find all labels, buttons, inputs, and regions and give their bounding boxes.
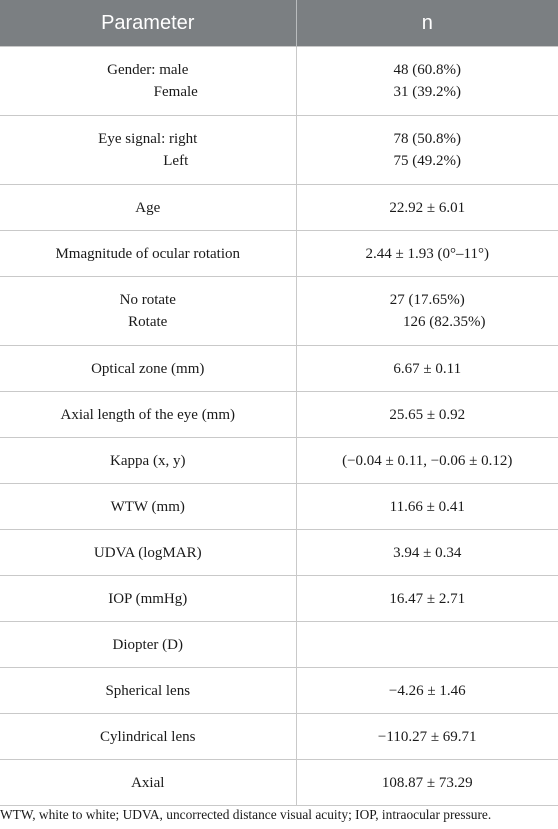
value-line: 31 (39.2%) bbox=[393, 84, 461, 100]
param-cell: WTW (mm) bbox=[0, 484, 296, 530]
param-cell bbox=[0, 47, 296, 116]
param-cell: Kappa (x, y) bbox=[0, 438, 296, 484]
header-row bbox=[0, 0, 558, 47]
param-cell: Optical zone (mm) bbox=[0, 346, 296, 392]
value-cell bbox=[296, 277, 558, 346]
value-cell: −4.26 ± 1.46 bbox=[296, 668, 558, 714]
value-cell: 108.87 ± 73.29 bbox=[296, 760, 558, 806]
param-line: Left bbox=[163, 153, 189, 169]
table-row bbox=[0, 576, 558, 622]
table-row bbox=[0, 484, 558, 530]
table-row bbox=[0, 277, 558, 346]
value-cell bbox=[296, 622, 558, 668]
value-cell: −110.27 ± 69.71 bbox=[296, 714, 558, 760]
table-footnote: WTW, white to white; UDVA, uncorrected distance visual acuity; IOP, intraocular pressure. bbox=[0, 807, 492, 822]
value-line: 48 (60.8%) bbox=[393, 62, 461, 78]
value-cell: 25.65 ± 0.92 bbox=[296, 392, 558, 438]
value-line: 75 (49.2%) bbox=[393, 153, 461, 169]
param-line: Eye signal: right bbox=[98, 131, 198, 147]
param-line: Female bbox=[153, 84, 198, 100]
table-row bbox=[0, 346, 558, 392]
value-cell bbox=[296, 47, 558, 116]
param-cell: UDVA (logMAR) bbox=[0, 530, 296, 576]
value-line: 27 (17.65%) bbox=[389, 292, 465, 308]
table-row bbox=[0, 185, 558, 231]
table-row bbox=[0, 668, 558, 714]
value-cell bbox=[296, 116, 558, 185]
table-row bbox=[0, 714, 558, 760]
param-line: Rotate bbox=[128, 314, 168, 330]
table-row bbox=[0, 116, 558, 185]
value-cell: 6.67 ± 0.11 bbox=[296, 346, 558, 392]
value-line: 78 (50.8%) bbox=[393, 131, 461, 147]
table-row bbox=[0, 392, 558, 438]
param-line: No rotate bbox=[119, 292, 176, 308]
param-cell: Axial length of the eye (mm) bbox=[0, 392, 296, 438]
param-line: Gender: male bbox=[107, 62, 189, 78]
table-row bbox=[0, 530, 558, 576]
table-row bbox=[0, 47, 558, 116]
param-cell: IOP (mmHg) bbox=[0, 576, 296, 622]
param-cell: Mmagnitude of ocular rotation bbox=[0, 231, 296, 277]
value-cell: 22.92 ± 6.01 bbox=[296, 185, 558, 231]
value-cell: 2.44 ± 1.93 (0°–11°) bbox=[296, 231, 558, 277]
param-cell: Spherical lens bbox=[0, 668, 296, 714]
table-row bbox=[0, 622, 558, 668]
value-cell: (−0.04 ± 0.11, −0.06 ± 0.12) bbox=[296, 438, 558, 484]
value-cell: 3.94 ± 0.34 bbox=[296, 530, 558, 576]
value-cell: 11.66 ± 0.41 bbox=[296, 484, 558, 530]
param-cell: Cylindrical lens bbox=[0, 714, 296, 760]
header-n: n bbox=[296, 0, 558, 47]
param-cell: Axial bbox=[0, 760, 296, 806]
param-cell: Age bbox=[0, 185, 296, 231]
table-row bbox=[0, 231, 558, 277]
table-row bbox=[0, 760, 558, 806]
table-row bbox=[0, 438, 558, 484]
value-cell: 16.47 ± 2.71 bbox=[296, 576, 558, 622]
value-line: 126 (82.35%) bbox=[403, 314, 486, 330]
param-cell bbox=[0, 277, 296, 346]
param-cell bbox=[0, 116, 296, 185]
param-cell: Diopter (D) bbox=[0, 622, 296, 668]
header-parameter: Parameter bbox=[0, 0, 296, 47]
